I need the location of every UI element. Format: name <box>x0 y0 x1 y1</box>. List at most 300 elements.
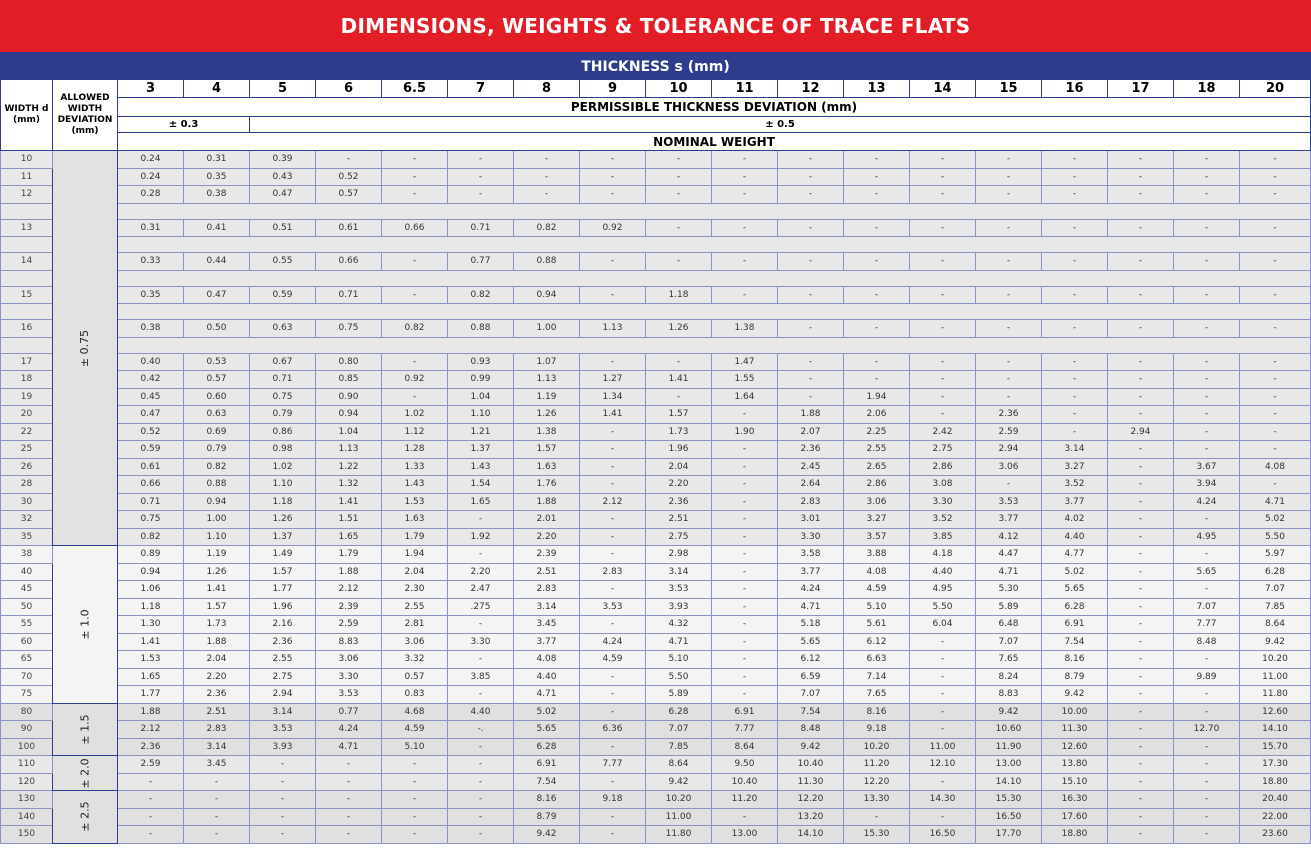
weight-cell: - <box>448 773 514 791</box>
weight-cell: - <box>1240 353 1311 371</box>
table-row <box>1 406 1311 424</box>
weight-cell: 1.57 <box>184 598 250 616</box>
weight-cell: - <box>712 511 778 529</box>
weight-cell: 4.24 <box>1174 493 1240 511</box>
weight-cell: - <box>1240 286 1311 304</box>
weight-cell: - <box>712 581 778 599</box>
weight-cell: 5.10 <box>646 651 712 669</box>
weight-cell: - <box>712 651 778 669</box>
weight-cell: 11.20 <box>712 791 778 809</box>
table-row <box>1 168 1311 186</box>
thickness-header: 6.5 <box>382 80 448 98</box>
weight-cell: - <box>1240 186 1311 204</box>
weight-cell: - <box>448 651 514 669</box>
weight-cell: - <box>844 286 910 304</box>
weight-cell: 5.30 <box>976 581 1042 599</box>
weight-cell: 3.53 <box>580 598 646 616</box>
table-row <box>1 219 1311 237</box>
weight-cell: 6.04 <box>910 616 976 634</box>
weight-cell: 4.71 <box>646 633 712 651</box>
thickness-header: 13 <box>844 80 910 98</box>
weight-cell: 1.53 <box>118 651 184 669</box>
deviation-label: ± 0.75 <box>78 329 92 367</box>
weight-cell: 9.42 <box>1042 686 1108 704</box>
table-row <box>1 598 1311 616</box>
weight-cell: - <box>712 406 778 424</box>
weight-cell: 3.57 <box>844 528 910 546</box>
weight-cell: 3.14 <box>184 738 250 756</box>
weight-cell: 4.95 <box>1174 528 1240 546</box>
weight-cell: - <box>712 219 778 237</box>
weight-cell: 18.80 <box>1042 826 1108 844</box>
weight-cell: 1.18 <box>118 598 184 616</box>
weight-cell: 6.28 <box>1042 598 1108 616</box>
weight-cell: 5.89 <box>646 686 712 704</box>
weight-cell: - <box>976 388 1042 406</box>
weight-cell: 3.06 <box>382 633 448 651</box>
weight-cell: 0.82 <box>184 458 250 476</box>
weight-cell: 0.89 <box>118 546 184 564</box>
weight-cell: 0.35 <box>118 286 184 304</box>
weight-cell: -. <box>448 721 514 739</box>
weight-cell: 3.06 <box>976 458 1042 476</box>
weight-cell: 1.27 <box>580 371 646 389</box>
weight-cell: 17.70 <box>976 826 1042 844</box>
nominal-weight-header: NOMINAL WEIGHT <box>118 133 1311 151</box>
weight-cell: 0.92 <box>580 219 646 237</box>
weight-cell: 1.26 <box>184 563 250 581</box>
weight-cell: - <box>976 219 1042 237</box>
weight-cell: 1.90 <box>712 423 778 441</box>
width-cell: 20 <box>1 406 53 424</box>
weight-cell: 2.36 <box>646 493 712 511</box>
weight-cell: 7.07 <box>778 686 844 704</box>
weight-cell: 3.77 <box>514 633 580 651</box>
weight-cell: 4.08 <box>1240 458 1311 476</box>
weight-cell: 1.13 <box>514 371 580 389</box>
weight-cell: 1.57 <box>514 441 580 459</box>
weight-cell: 1.94 <box>844 388 910 406</box>
weight-cell: 0.52 <box>316 168 382 186</box>
weight-cell: - <box>184 808 250 826</box>
weight-cell: - <box>712 286 778 304</box>
weight-cell: 0.39 <box>250 151 316 169</box>
deviation-cell <box>53 703 118 756</box>
weight-cell: 0.71 <box>250 371 316 389</box>
page-title: DIMENSIONS, WEIGHTS & TOLERANCE OF TRACE FLATS <box>0 0 1311 54</box>
width-cell: 150 <box>1 826 53 844</box>
weight-cell: - <box>646 388 712 406</box>
weight-cell: - <box>448 756 514 774</box>
weight-cell: 15.30 <box>844 826 910 844</box>
weight-cell: 1.38 <box>514 423 580 441</box>
weight-cell: 13.30 <box>844 791 910 809</box>
weight-cell: 4.32 <box>646 616 712 634</box>
weight-cell: 3.45 <box>514 616 580 634</box>
weight-cell: 0.88 <box>448 320 514 338</box>
weight-cell: 6.48 <box>976 616 1042 634</box>
weight-cell: 0.80 <box>316 353 382 371</box>
width-cell: 65 <box>1 651 53 669</box>
spacer-cell <box>1 237 53 253</box>
weight-cell: - <box>382 186 448 204</box>
weight-cell: 2.20 <box>514 528 580 546</box>
weight-cell: - <box>382 773 448 791</box>
weight-cell: 0.51 <box>250 219 316 237</box>
weight-cell: 0.24 <box>118 168 184 186</box>
width-cell: 120 <box>1 773 53 791</box>
weight-cell: 1.19 <box>514 388 580 406</box>
weight-cell: 8.48 <box>1174 633 1240 651</box>
weight-cell: 11.30 <box>1042 721 1108 739</box>
weight-cell: - <box>712 686 778 704</box>
weight-cell: 1.41 <box>646 371 712 389</box>
weight-cell: 0.38 <box>118 320 184 338</box>
weight-cell: - <box>1108 219 1174 237</box>
weight-cell: - <box>844 186 910 204</box>
weight-cell: 2.04 <box>646 458 712 476</box>
weight-cell: 0.57 <box>184 371 250 389</box>
weight-cell: 7.65 <box>976 651 1042 669</box>
weight-cell: - <box>910 773 976 791</box>
weight-cell: - <box>844 371 910 389</box>
weight-cell: 8.16 <box>844 703 910 721</box>
weight-cell: 3.30 <box>448 633 514 651</box>
spacer-cell <box>118 304 1311 320</box>
weight-cell: 17.60 <box>1042 808 1108 826</box>
weight-cell: - <box>910 371 976 389</box>
weight-cell: - <box>1240 388 1311 406</box>
thickness-header: 6 <box>316 80 382 98</box>
weight-cell: - <box>1108 286 1174 304</box>
weight-cell: - <box>1108 686 1174 704</box>
weight-cell: - <box>1042 253 1108 271</box>
weight-cell: 4.24 <box>778 581 844 599</box>
weight-cell: - <box>712 151 778 169</box>
weight-cell: 3.45 <box>184 756 250 774</box>
weight-cell: 4.71 <box>514 686 580 704</box>
weight-cell: 1.13 <box>580 320 646 338</box>
weight-cell: - <box>580 423 646 441</box>
weight-cell: 4.71 <box>778 598 844 616</box>
weight-cell: - <box>1240 219 1311 237</box>
weight-cell: 5.02 <box>1042 563 1108 581</box>
weight-cell: 10.20 <box>646 791 712 809</box>
table-row <box>1 493 1311 511</box>
weight-cell: - <box>580 738 646 756</box>
weight-cell: 1.43 <box>382 476 448 494</box>
tolerance-small: ± 0.3 <box>118 117 250 133</box>
deviation-cell <box>53 756 118 791</box>
weight-cell: 10.60 <box>976 721 1042 739</box>
weight-cell: 2.98 <box>646 546 712 564</box>
weight-cell: 1.30 <box>118 616 184 634</box>
weight-cell: 12.60 <box>1042 738 1108 756</box>
weight-cell: - <box>910 668 976 686</box>
weight-cell: 1.41 <box>118 633 184 651</box>
weight-cell: 0.53 <box>184 353 250 371</box>
weight-cell: 0.69 <box>184 423 250 441</box>
weight-cell: 0.44 <box>184 253 250 271</box>
weight-cell: - <box>1108 458 1174 476</box>
weight-cell: 2.94 <box>250 686 316 704</box>
weight-cell: 2.39 <box>514 546 580 564</box>
width-cell: 110 <box>1 756 53 774</box>
weight-cell: - <box>1042 406 1108 424</box>
weight-cell: 3.53 <box>976 493 1042 511</box>
weight-cell: - <box>778 320 844 338</box>
weight-cell: - <box>712 528 778 546</box>
weight-cell: 3.52 <box>1042 476 1108 494</box>
weight-cell: 2.12 <box>316 581 382 599</box>
weight-cell: 0.77 <box>316 703 382 721</box>
permissible-deviation-header: PERMISSIBLE THICKNESS DEVIATION (mm) <box>118 98 1311 117</box>
weight-cell: 0.88 <box>514 253 580 271</box>
deviation-header: ALLOWED WIDTH DEVIATION (mm) <box>53 80 118 151</box>
weight-cell: - <box>712 598 778 616</box>
weight-cell: - <box>1174 738 1240 756</box>
weight-cell: - <box>1240 423 1311 441</box>
weight-cell: - <box>250 791 316 809</box>
weight-cell: 11.00 <box>1240 668 1311 686</box>
weight-cell: - <box>580 168 646 186</box>
weight-cell: - <box>910 253 976 271</box>
weight-cell: 1.21 <box>448 423 514 441</box>
weight-cell: - <box>712 633 778 651</box>
weight-cell: - <box>1174 406 1240 424</box>
table-row <box>1 738 1311 756</box>
weight-cell: - <box>1174 441 1240 459</box>
weight-cell: 10.20 <box>844 738 910 756</box>
weight-cell: - <box>712 186 778 204</box>
weight-cell: - <box>646 353 712 371</box>
weight-cell: 0.66 <box>382 219 448 237</box>
spacer-cell <box>1 304 53 320</box>
weight-cell: 7.07 <box>1174 598 1240 616</box>
weight-cell: - <box>1108 528 1174 546</box>
weight-cell: 0.94 <box>184 493 250 511</box>
width-cell: 22 <box>1 423 53 441</box>
weight-cell: 13.20 <box>778 808 844 826</box>
weight-cell: 3.53 <box>250 721 316 739</box>
weight-cell: - <box>1174 353 1240 371</box>
weight-cell: 2.94 <box>1108 423 1174 441</box>
weight-cell: 1.10 <box>184 528 250 546</box>
weight-cell: 11.20 <box>844 756 910 774</box>
weight-cell: - <box>1174 371 1240 389</box>
weight-cell: - <box>118 773 184 791</box>
weight-cell: 0.42 <box>118 371 184 389</box>
weight-cell: 9.42 <box>976 703 1042 721</box>
width-cell: 14 <box>1 253 53 271</box>
weight-cell: - <box>712 546 778 564</box>
weight-cell: 1.13 <box>316 441 382 459</box>
weight-cell: 6.36 <box>580 721 646 739</box>
weight-cell: 13.00 <box>976 756 1042 774</box>
table-row <box>1 616 1311 634</box>
weight-cell: 2.39 <box>316 598 382 616</box>
weight-cell: - <box>712 493 778 511</box>
weight-cell: 1.88 <box>316 563 382 581</box>
weight-cell: 0.82 <box>514 219 580 237</box>
weight-cell: - <box>1108 633 1174 651</box>
width-cell: 19 <box>1 388 53 406</box>
table-row <box>1 563 1311 581</box>
weight-cell: 12.20 <box>778 791 844 809</box>
weight-cell: 0.60 <box>184 388 250 406</box>
weight-cell: 10.40 <box>712 773 778 791</box>
weight-cell: - <box>1240 168 1311 186</box>
weight-cell: - <box>712 808 778 826</box>
thickness-header: 16 <box>1042 80 1108 98</box>
table-row <box>1 791 1311 809</box>
weight-cell: 11.90 <box>976 738 1042 756</box>
weight-cell: - <box>1108 511 1174 529</box>
weight-cell: 0.71 <box>118 493 184 511</box>
weight-cell: 7.54 <box>1042 633 1108 651</box>
thickness-header: 9 <box>580 80 646 98</box>
weight-cell: 3.53 <box>646 581 712 599</box>
table-row <box>1 651 1311 669</box>
weight-cell: 0.57 <box>316 186 382 204</box>
weight-cell: - <box>580 253 646 271</box>
weight-cell: 4.18 <box>910 546 976 564</box>
width-cell: 50 <box>1 598 53 616</box>
weight-cell: 0.50 <box>184 320 250 338</box>
weight-cell: - <box>580 581 646 599</box>
weight-cell: 2.83 <box>778 493 844 511</box>
weight-cell: 7.07 <box>646 721 712 739</box>
weight-cell: 5.65 <box>514 721 580 739</box>
weight-cell: - <box>910 686 976 704</box>
weight-cell: - <box>1174 219 1240 237</box>
weight-cell: 0.77 <box>448 253 514 271</box>
weight-cell: 1.77 <box>250 581 316 599</box>
spacer-cell <box>1 270 53 286</box>
weight-cell: - <box>382 756 448 774</box>
weight-cell: 4.95 <box>910 581 976 599</box>
weight-cell: 16.30 <box>1042 791 1108 809</box>
weight-cell: - <box>316 791 382 809</box>
weight-cell: 2.59 <box>976 423 1042 441</box>
weight-cell: 3.27 <box>1042 458 1108 476</box>
weight-cell: 1.94 <box>382 546 448 564</box>
weight-cell: - <box>778 286 844 304</box>
thickness-header: 15 <box>976 80 1042 98</box>
weight-cell: - <box>316 151 382 169</box>
weight-cell: 4.24 <box>316 721 382 739</box>
weight-cell: - <box>580 686 646 704</box>
weight-cell: 13.00 <box>712 826 778 844</box>
weight-cell: 0.61 <box>316 219 382 237</box>
weight-cell: - <box>712 616 778 634</box>
weight-cell: 6.12 <box>778 651 844 669</box>
weight-cell: - <box>1108 353 1174 371</box>
weight-cell: - <box>448 151 514 169</box>
weight-cell: 0.99 <box>448 371 514 389</box>
spacer-cell <box>118 270 1311 286</box>
weight-cell: 1.18 <box>250 493 316 511</box>
weight-cell: - <box>382 286 448 304</box>
width-cell: 32 <box>1 511 53 529</box>
weight-cell: 0.82 <box>118 528 184 546</box>
width-cell: 30 <box>1 493 53 511</box>
weight-cell: - <box>646 186 712 204</box>
weight-cell: - <box>1174 423 1240 441</box>
table-row <box>1 253 1311 271</box>
weight-cell: 3.06 <box>316 651 382 669</box>
weight-cell: 5.10 <box>844 598 910 616</box>
weight-cell: 2.36 <box>184 686 250 704</box>
weight-cell: - <box>316 808 382 826</box>
weight-cell: - <box>118 826 184 844</box>
weight-cell: - <box>448 808 514 826</box>
weight-cell: 0.82 <box>448 286 514 304</box>
weight-cell: 0.86 <box>250 423 316 441</box>
weight-cell: 3.85 <box>910 528 976 546</box>
weight-cell: - <box>910 388 976 406</box>
weight-cell: 0.85 <box>316 371 382 389</box>
table-row <box>1 151 1311 169</box>
weight-cell: 0.75 <box>118 511 184 529</box>
weight-cell: 3.30 <box>910 493 976 511</box>
weight-cell: - <box>910 808 976 826</box>
weight-cell: 5.97 <box>1240 546 1311 564</box>
weight-cell: 11.80 <box>1240 686 1311 704</box>
weight-cell: 3.88 <box>844 546 910 564</box>
weight-cell: 3.14 <box>514 598 580 616</box>
weight-cell: - <box>448 686 514 704</box>
table-row <box>1 353 1311 371</box>
weight-cell: - <box>382 791 448 809</box>
weight-cell: - <box>1240 151 1311 169</box>
weight-cell: 17.30 <box>1240 756 1311 774</box>
weight-cell: - <box>778 371 844 389</box>
weight-cell: 0.63 <box>250 320 316 338</box>
weight-cell: 2.45 <box>778 458 844 476</box>
weight-cell: 0.31 <box>118 219 184 237</box>
weight-cell: 12.70 <box>1174 721 1240 739</box>
weight-cell: 0.43 <box>250 168 316 186</box>
weight-cell: 10.40 <box>778 756 844 774</box>
weight-cell: 14.10 <box>1240 721 1311 739</box>
weight-cell: - <box>382 168 448 186</box>
weight-cell: - <box>1042 423 1108 441</box>
weight-cell: - <box>1174 686 1240 704</box>
weight-cell: - <box>1108 253 1174 271</box>
deviation-label: ± 2.0 <box>78 757 92 789</box>
weight-cell: 9.18 <box>580 791 646 809</box>
weight-cell: - <box>448 168 514 186</box>
weight-cell: 5.10 <box>382 738 448 756</box>
weight-cell: 1.88 <box>184 633 250 651</box>
weight-cell: 2.86 <box>910 458 976 476</box>
weight-cell: - <box>1108 476 1174 494</box>
weight-cell: 0.79 <box>250 406 316 424</box>
weight-cell: 1.06 <box>118 581 184 599</box>
weight-cell: - <box>976 186 1042 204</box>
weight-cell: - <box>976 320 1042 338</box>
width-cell: 13 <box>1 219 53 237</box>
thickness-header: 8 <box>514 80 580 98</box>
width-header: WIDTH d (mm) <box>1 80 53 151</box>
weight-cell: 1.33 <box>382 458 448 476</box>
weight-cell: 1.88 <box>514 493 580 511</box>
table-row <box>1 441 1311 459</box>
weight-cell: - <box>778 388 844 406</box>
width-cell: 80 <box>1 703 53 721</box>
weight-cell: 1.88 <box>118 703 184 721</box>
